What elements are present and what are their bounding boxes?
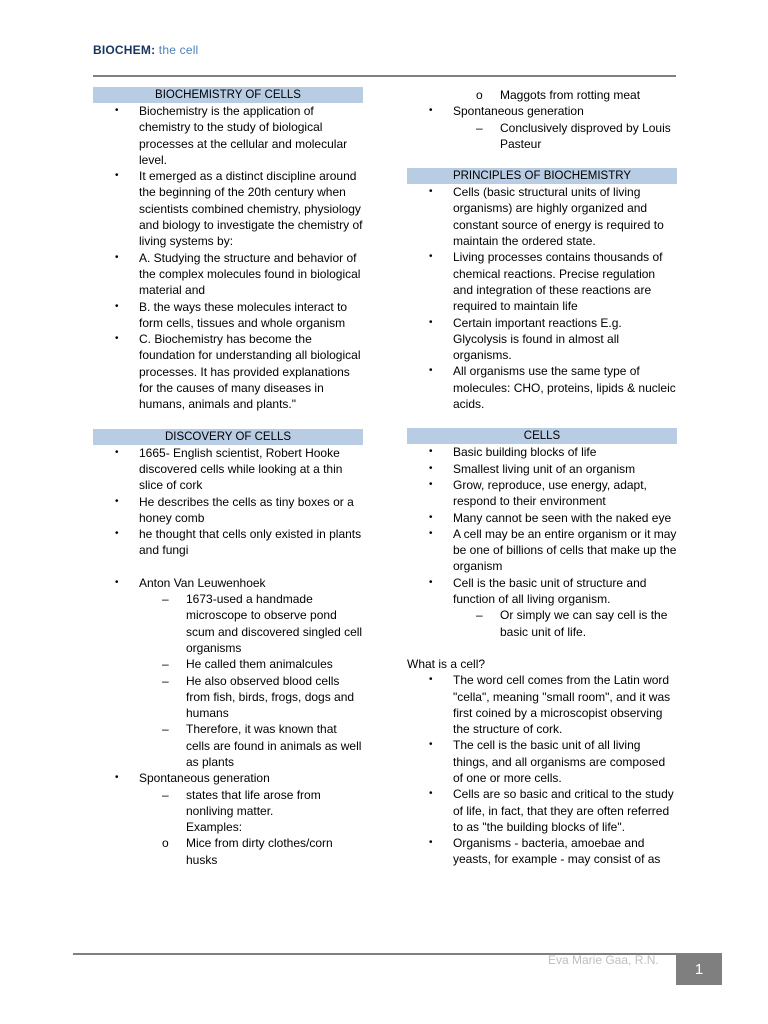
- bullet-icon: •: [429, 739, 433, 751]
- bullet-icon: •: [429, 462, 433, 474]
- list-item: • A. Studying the structure and behavior of the complex molecules found in biological material and: [115, 250, 361, 298]
- leeuwenhoek-list: [93, 575, 363, 591]
- list-item: – He called them animalcules: [162, 657, 333, 672]
- list-item: • Living processes contains thousands of chemical reactions. Precise regulation and integration of these reactions are required to maintain life: [429, 250, 663, 314]
- cells-sublist: [407, 607, 677, 640]
- bullet-icon: •: [115, 300, 119, 312]
- list-item: • he thought that cells only existed in plants and fungi: [115, 527, 362, 558]
- list-item: • It emerged as a distinct discipline around the beginning of the 20th century when scientists combined chemistry, physiology and biology to investigate the chemistry of living systems by:: [115, 169, 363, 249]
- header-topic: the cell: [155, 43, 199, 57]
- bullet-icon: •: [429, 186, 433, 198]
- list-item: • Cells (basic structural units of living organisms) are highly organized and constant source of energy is required to maintain the ordered state.: [429, 185, 664, 249]
- list-item: • Organisms - bacteria, amoebae and yeasts, for example - may consist of as: [429, 836, 661, 867]
- header-rule: [93, 75, 676, 77]
- list-item: • Biochemistry is the application of chemistry to the study of biological processes at the cellular and molecular level.: [115, 104, 348, 167]
- list-item: o Mice from dirty clothes/corn husks: [162, 836, 333, 867]
- list-item: • Spontaneous generation: [429, 104, 584, 119]
- list-item: – 1673-used a handmade microscope to observe pond scum and discovered singled cell organisms: [162, 592, 363, 655]
- dash-icon: –: [162, 592, 169, 607]
- list-item: • The cell is the basic unit of all living things, and all organisms are composed of one or more cells.: [429, 738, 666, 785]
- dash-icon: –: [162, 722, 169, 737]
- list-item: • Spontaneous generation: [115, 771, 270, 786]
- discovery-list: [93, 445, 363, 559]
- list-item: • B. the ways these molecules interact to form cells, tissues and whole organism: [115, 299, 348, 330]
- footer-author: Eva Marie Gaa, R.N.: [548, 953, 659, 967]
- dash-icon: –: [476, 120, 483, 135]
- bullet-icon: •: [115, 105, 119, 116]
- cells-list: [407, 444, 677, 607]
- list-item: • Certain important reactions E.g. Glycolysis is found in almost all organisms.: [429, 315, 622, 363]
- bullet-icon: •: [115, 576, 119, 588]
- examples-continued: [407, 87, 677, 103]
- bullet-icon: •: [429, 478, 433, 490]
- spontaneous-sublist-right: [407, 120, 677, 153]
- section-title-biochemistry-of-cells: BIOCHEMISTRY OF CELLS: [93, 87, 363, 103]
- list-item: • Cell is the basic unit of structure and function of all living organism.: [429, 575, 647, 607]
- dash-icon: –: [162, 657, 169, 672]
- spontaneous-list: [93, 770, 363, 786]
- section-title-cells: CELLS: [407, 428, 677, 444]
- bullet-icon: •: [429, 511, 433, 523]
- header-subject: BIOCHEM:: [93, 43, 156, 57]
- circle-bullet-icon: o: [162, 836, 169, 851]
- spontaneous-sublist: [93, 787, 363, 868]
- bullet-icon: •: [115, 251, 119, 263]
- list-item: – Or simply we can say cell is the basic unit of life.: [476, 608, 668, 639]
- right-column: [407, 87, 677, 868]
- left-column: [93, 87, 363, 868]
- examples-label: Examples:: [186, 820, 243, 835]
- bullet-icon: •: [429, 105, 433, 117]
- bullet-icon: •: [429, 365, 433, 377]
- bullet-icon: •: [429, 837, 433, 849]
- section-title-principles-of-biochemistry: PRINCIPLES OF BIOCHEMISTRY: [407, 168, 677, 184]
- bullet-icon: •: [115, 170, 119, 182]
- bullet-icon: •: [115, 333, 119, 345]
- list-item: • Cells are so basic and critical to the study of life, in fact, that they are often referred to as "the building blocks of life".: [429, 787, 674, 834]
- question-heading: What is a cell?: [407, 656, 486, 671]
- list-item: – Conclusively disproved by Louis Pasteur: [476, 120, 671, 151]
- bullet-icon: •: [115, 495, 119, 507]
- list-item: • Grow, reproduce, use energy, adapt, respond to their environment: [429, 477, 647, 509]
- dash-icon: –: [162, 673, 169, 688]
- list-item: • 1665- English scientist, Robert Hooke discovered cells while looking at a thin slice of cork: [115, 445, 343, 493]
- list-item: • He describes the cells as tiny boxes or a honey comb: [115, 494, 354, 525]
- bullet-icon: •: [429, 251, 433, 263]
- list-item: o Maggots from rotting meat: [476, 88, 641, 102]
- bullet-icon: •: [115, 528, 119, 540]
- list-item: – He also observed blood cells from fish, birds, frogs, dogs and humans: [162, 673, 355, 721]
- section-title-discovery-of-cells: DISCOVERY OF CELLS: [93, 429, 363, 445]
- list-item: • Basic building blocks of life: [429, 445, 597, 460]
- list-item: – states that life arose from nonliving matter. Examples:: [162, 787, 321, 835]
- circle-bullet-icon: o: [476, 88, 483, 102]
- list-item: • Smallest living unit of an organism: [429, 461, 636, 476]
- list-item: • All organisms use the same type of molecules: CHO, proteins, lipids & nucleic acids.: [429, 364, 676, 412]
- page-number: 1: [676, 953, 722, 985]
- what-is-cell-list: [407, 672, 677, 868]
- bullet-icon: •: [429, 446, 433, 458]
- bullet-icon: •: [429, 316, 433, 328]
- list-item: – Therefore, it was known that cells are found in animals as well as plants: [162, 722, 362, 769]
- bullet-icon: •: [115, 446, 119, 458]
- biochemistry-list: [93, 103, 363, 413]
- list-item: • C. Biochemistry has become the foundation for understanding all biological processes. It has provided explanations for the causes of many diseases in humans, animals and plants.": [115, 332, 361, 412]
- principles-list: [407, 184, 677, 412]
- bullet-icon: •: [429, 576, 433, 588]
- bullet-icon: •: [115, 772, 119, 784]
- list-item: • A cell may be an entire organism or it may be one of billions of cells that make up the organism: [429, 526, 677, 574]
- list-item: • Many cannot be seen with the naked eye: [429, 510, 672, 525]
- dash-icon: –: [476, 608, 483, 623]
- spontaneous-list-right: [407, 103, 677, 119]
- bullet-icon: •: [429, 788, 433, 800]
- leeuwenhoek-sublist: [93, 591, 363, 770]
- list-item: • Anton Van Leuwenhoek: [115, 575, 266, 590]
- dash-icon: –: [162, 787, 169, 802]
- page-header: [93, 43, 198, 57]
- bullet-icon: •: [429, 527, 433, 539]
- bullet-icon: •: [429, 674, 433, 686]
- list-item: • The word cell comes from the Latin word "cella", meaning "small room", and it was first coined by a microscopist observing the structure of cork.: [429, 673, 671, 737]
